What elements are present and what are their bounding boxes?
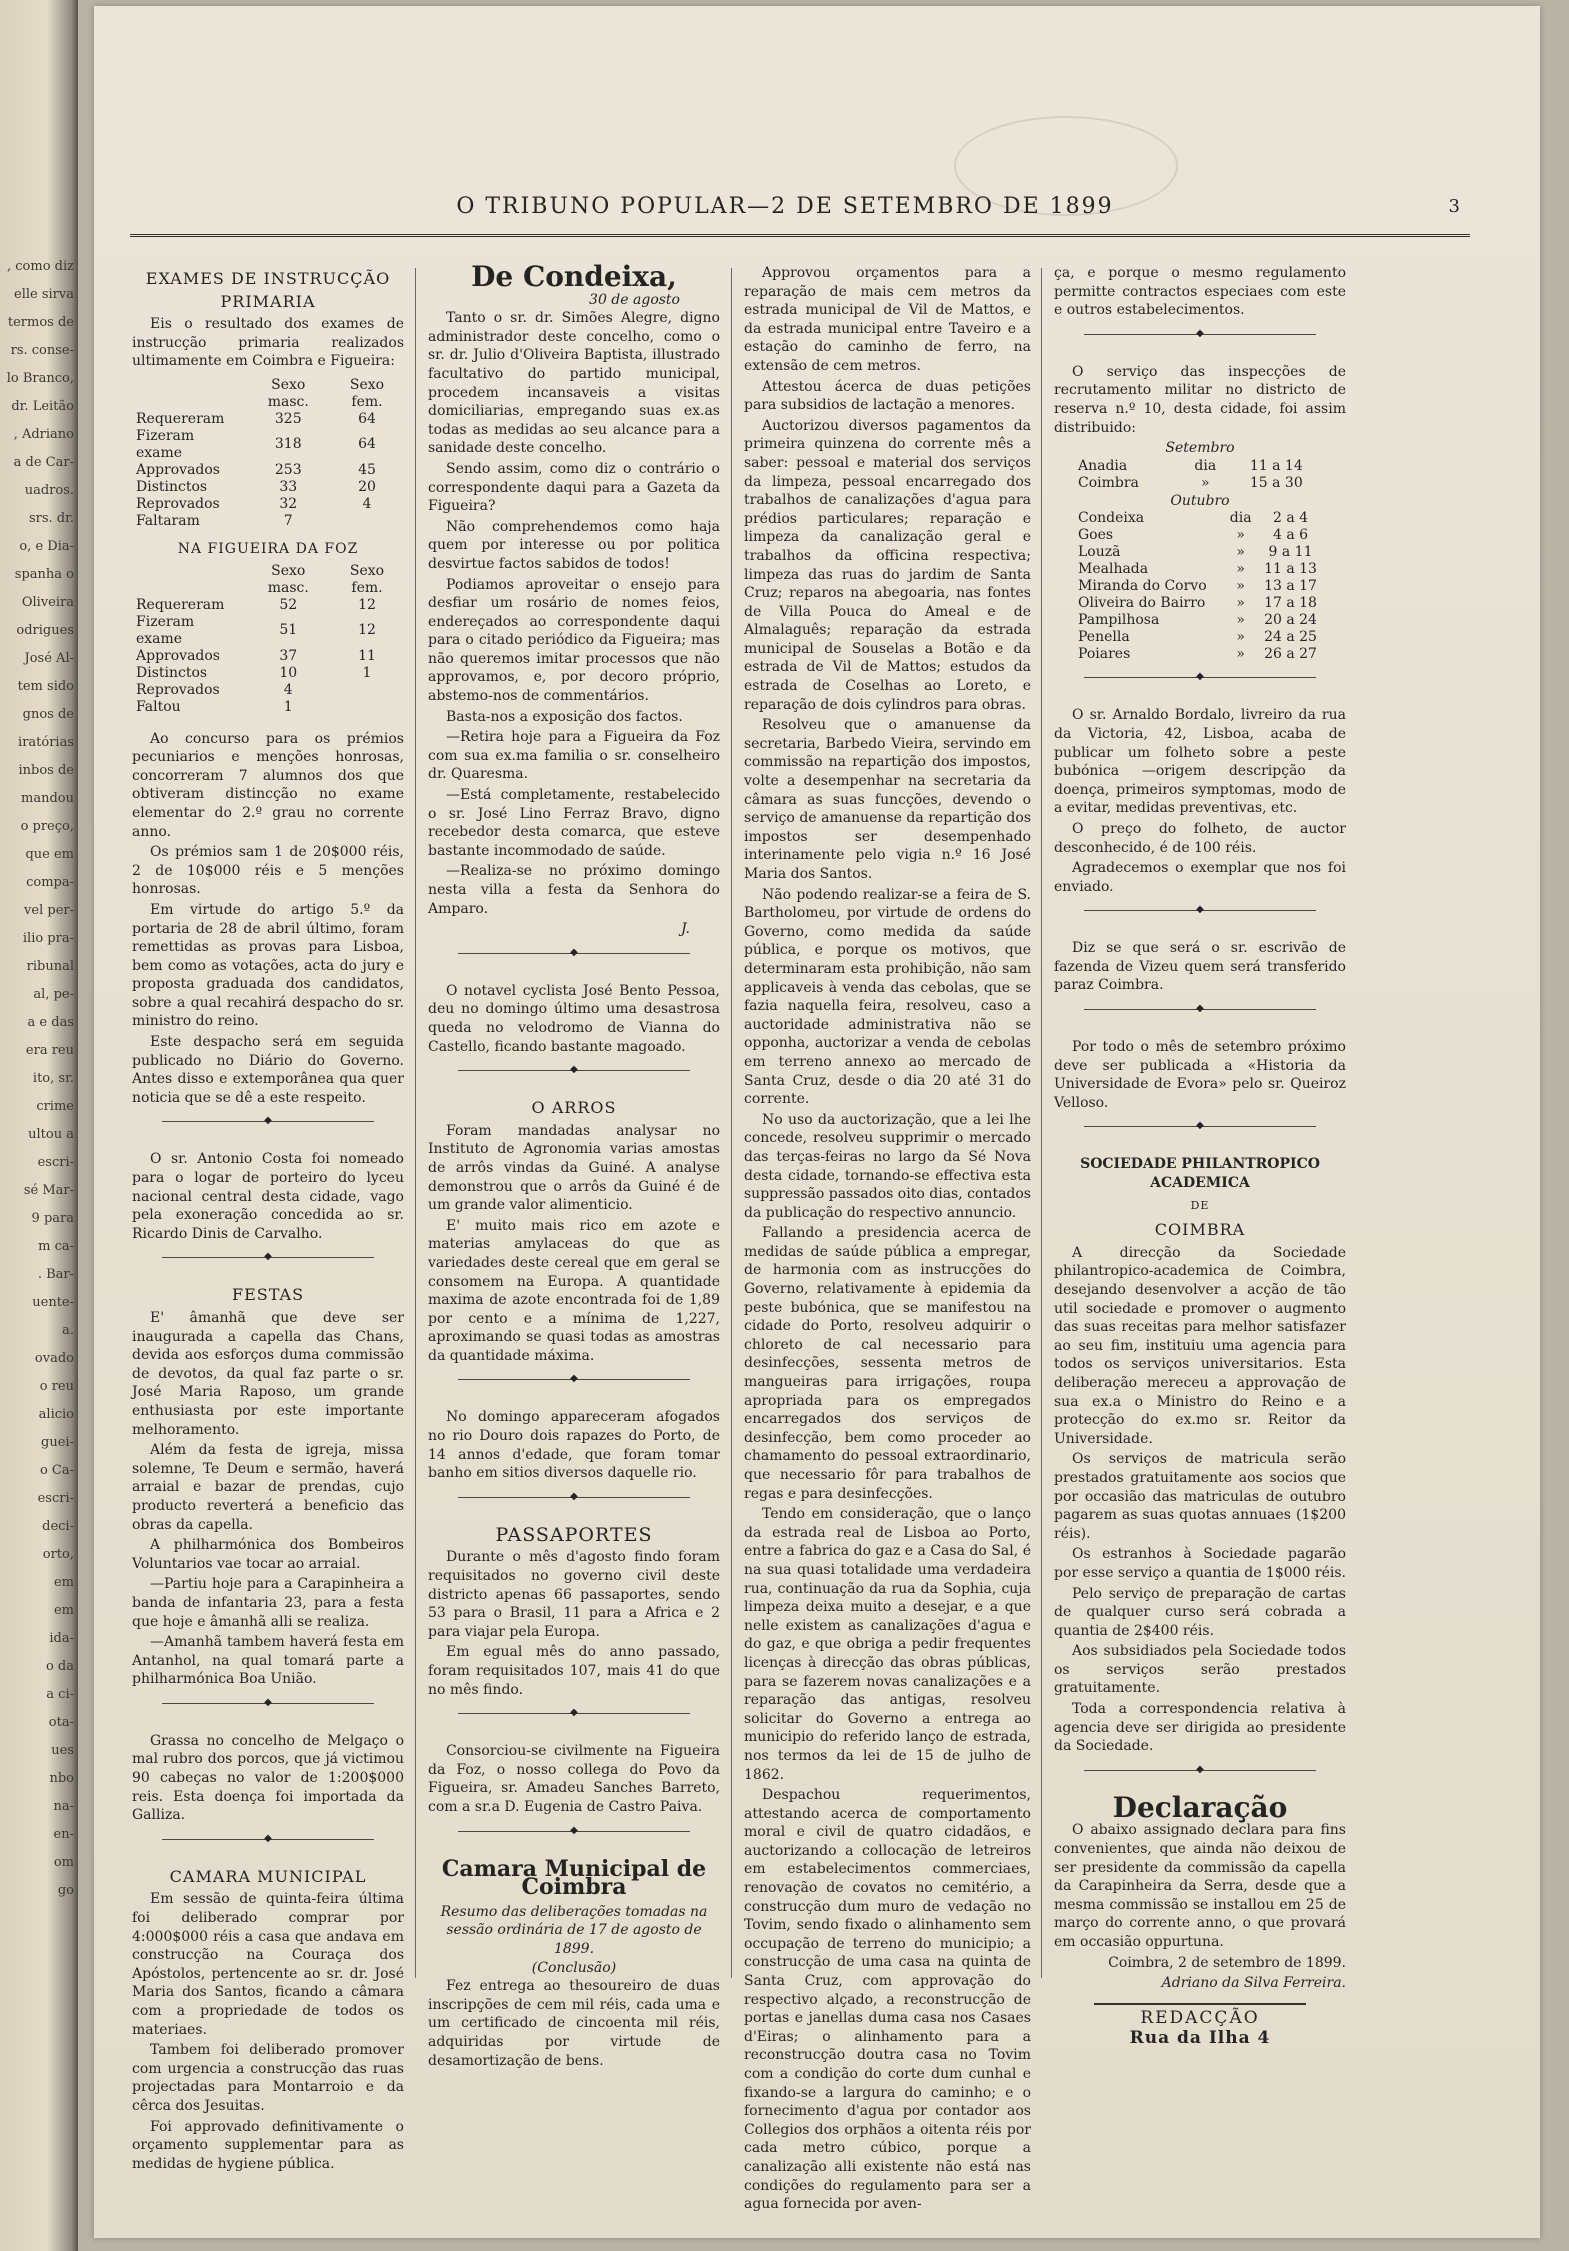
table-row [132,411,404,428]
col3-paragraph: Attestou ácerca de duas petições para subsidios de lactação a menores. [744,378,1031,414]
table-cell: » [1236,646,1245,663]
prev-page-fragment: escri- [37,1155,74,1170]
prev-page-fragment: escri- [37,1491,74,1506]
condeixa-signature: J. [681,921,690,938]
table-row [1074,561,1324,578]
sociedade-paragraph: A direcção da Sociedade philantropico-academica de Coimbra, desejando desenvolver a acção de tão util sociedade e promover o augmento das suas receitas para melhor satisfazer ao seu fim, instituiu uma agencia para todos os serviços universitarios. Esta deliberação mereceu a approvação de sua ex.a o Ministro do Reino e a protecção do ex.mo sr. Reitor da Universidade. [1054,1244,1346,1447]
exames-title: EXAMES DE INSTRUCÇÃO [145,269,391,288]
prev-page-fragment: ovado [34,1351,74,1366]
table-cell: » [1236,595,1245,612]
prev-page-fragment: odrigues [16,623,74,638]
table-cell: Approvados [136,647,220,664]
table-cell: Anadia [1078,457,1128,474]
table-cell: » [1236,578,1245,595]
prev-page-fragment: na- [53,1799,74,1814]
table-cell: 11 a 14 [1249,457,1303,474]
condeixa-paragraph: —Está completamente, restabelecido o sr. José Lino Ferraz Bravo, digno recebedor desta comarca, que esteve bastante incommodado de saúde. [428,787,720,859]
festas-paragraph: Além da festa de igreja, missa solemne, Te Deum e sermão, haverá arraial e bazar de prendas, cujo producto reverterá a beneficio das obras da capella. [132,1442,404,1533]
table-cell: 15 a 30 [1249,474,1303,491]
exames-intro: Eis o resultado dos exames de instrucção primaria realizados ultimamente em Coimbra e Figueira: [132,316,404,370]
cmc-conclusao: (Conclusão) [531,1959,617,1976]
table-cell: Pampilhosa [1078,612,1160,629]
table-cell: 325 [274,410,302,427]
col3-paragraph: Approvou orçamentos para a reparação de mais cem metros da estrada municipal de Vil de Mattos, e da estrada municipal entre Taveiro e a estação do caminho de ferro, na extensão de cem metros. [744,265,1031,374]
bordalo-paragraph: Agradecemos o exemplar que nos foi enviado. [1054,860,1346,895]
masthead-rule [130,234,1470,237]
section-divider [458,1713,690,1728]
table-cell: 11 [358,647,376,664]
table-cell: Distinctos [136,664,208,681]
passaportes-title: PASSAPORTES [495,1523,653,1546]
table-cell: Distinctos [136,478,208,495]
sociedade-paragraph: Aos subsidiados pela Sociedade todos os serviços serão prestados gratuitamente. [1054,1643,1346,1697]
table-cell: 37 [279,647,298,664]
table-cell: » [1236,629,1245,646]
festas-paragraph: —Partiu hoje para a Carapinheira a banda de infantaria 23, para a festa que hoje e âmanhã alli se realiza. [132,1576,404,1630]
table-cell: 17 a 18 [1264,595,1317,612]
prev-page-fragment: dr. Leitão [11,399,74,414]
column-3 [744,264,1031,2216]
table-row [1074,527,1324,544]
sociedade-city: COIMBRA [1154,1220,1246,1240]
table-cell: Miranda do Corvo [1078,578,1207,595]
premios-paragraph: Ao concurso para os prémios pecuniarios e menções honrosas, concorreram 7 alumnos dos que obtiveram distincção no exame elementar do 2.º grau no corrente anno. [132,730,404,840]
sociedade-paragraph: Pelo serviço de preparação de cartas de qualquer curso será cobrada a quantia de 2$400 réis. [1054,1585,1346,1639]
prev-page-fragment: a ci- [46,1687,74,1702]
table-cell: » [1200,474,1210,491]
table-cell: 33 [279,478,298,495]
table-row [132,479,404,496]
table-cell: » [1236,612,1245,629]
table-cell: 12 [358,596,376,613]
prev-page-fragment: gnos de [22,707,74,722]
foz-table [132,563,404,716]
condeixa-title: De Condeixa, [471,260,677,293]
column-rule [1041,268,1042,1978]
prev-page-fragment: uadros. [24,483,74,498]
viseu-paragraph: Diz se que será o sr. escrivão de fazenda de Vizeu quem será transferido paraz Coimbra. [1054,940,1346,994]
section-divider [458,1497,690,1512]
previous-page-edge [0,0,78,2251]
prev-page-fragment: rs. conse- [10,343,74,358]
prev-page-fragment: José Al- [24,651,74,666]
table-cell: Fizeram exame [136,613,195,647]
section-divider [162,1839,374,1854]
table-cell: Approvados [136,461,220,478]
melgaco-paragraph: Grassa no concelho de Melgaço o mal rubro dos porcos, que já victimou 90 cabeças no valor de 1:200$000 reis. Esta doença foi importada da Galliza. [132,1732,404,1824]
table-cell: 26 a 27 [1264,646,1317,663]
sociedade-paragraph: Toda a correspondencia relativa à agencia deve ser dirigida ao presidente da Sociedade. [1054,1701,1346,1755]
consorcio-paragraph: Consorciou-se civilmente na Figueira da Foz, o nosso collega do Povo da Figueira, sr. Amadeu Sanches Barreto, com a sr.a D. Eugenia de Castro Paiva. [428,1743,720,1815]
premios-paragraph: Este despacho será em seguida publicado no Diário do Governo. Antes disso e extemporânea qua quer noticia que se dê a este respeito. [132,1034,404,1106]
prev-page-fragment: , como diz [7,259,74,274]
table-cell [330,699,404,716]
condeixa-paragraph: Basta-nos a exposição dos factos. [446,708,683,725]
table-head-fem: Sexo fem. [349,562,385,596]
festas-title: FESTAS [231,1285,305,1305]
table-row [1074,595,1324,612]
table-cell: 9 a 11 [1268,544,1313,561]
table-row [132,496,404,513]
sociedade-paragraph: Os estranhos à Sociedade pagarão por esse serviço a quantia de 1$000 réis. [1054,1546,1347,1581]
table-head-fem: Sexo fem. [349,376,385,410]
col3-paragraph: Resolveu que o amanuense da secretaria, Barbedo Vieira, servindo em commissão na repartição dos impostos, volte a desempenhar na secretaria da câmara as suas funcções, devendo o serviço de amanuense da repartição dos impostos ser desempenhado interinamente pelo vigia n.º 16 José Maria dos Santos. [744,717,1031,882]
table-cell: 52 [279,596,298,613]
column-4 [1054,264,1346,2048]
afogados-paragraph: No domingo appareceram afogados no rio Douro dois rapazes do Porto, de 14 annos d'edade, que foram tomar banho em sitios diversos daquelle rio. [428,1409,720,1482]
section-divider [1084,1009,1316,1024]
column-2 [428,260,720,2072]
camara-paragraph: Foi approvado definitivamente o orçamento supplementar para as medidas de hygiene pública. [132,2118,404,2172]
condeixa-paragraph: —Retira hoje para a Figueira da Foz com sua ex.ma familia o sr. conselheiro dr. Quaresma. [428,729,720,783]
table-row [132,648,404,665]
table-row [132,513,404,530]
table-cell: Faltou [136,698,181,715]
premios-paragraph: Os prémios sam 1 de 20$000 réis, 2 de 10$000 réis e 5 menções honrosas. [132,844,404,898]
declaracao-date: Coimbra, 2 de setembro de 1899. [1108,1954,1346,1971]
column-1 [132,264,404,2175]
table-cell: Requereram [136,596,225,613]
prev-page-fragment: deci- [42,1519,74,1534]
table-cell: 10 [279,664,298,681]
table-cell: Condeixa [1078,510,1145,527]
table-cell: 253 [274,461,302,478]
table-row [1074,510,1324,527]
column-rule [731,268,732,1978]
table-cell: 20 [358,478,376,495]
prev-page-fragment: mandou [21,791,74,806]
prev-page-fragment: termos de [7,315,74,330]
col4-paragraph: ça, e porque o mesmo regulamento permitte contractos especiaes com este e outros estabelecimentos. [1054,265,1346,319]
table-row [132,614,404,648]
table-row [1074,544,1324,561]
table-cell: 32 [279,495,298,512]
prev-page-fragment: alicio [38,1407,74,1422]
condeixa-paragraph: Tanto o sr. dr. Simões Alegre, digno administrador deste concelho, como o sr. dr. Julio d'Oliveira Baptista, illustrado facultativo do partido municipal, procedem incansaveis a visitas domiciliarias, empregando suas ex.as todas as medidas ao seu alcance para a sanidade deste concelho. [428,310,720,457]
masthead-title: O TRIBUNO POPULAR—2 DE SETEMBRO DE 1899 [456,194,1114,219]
col3-paragraph: Tendo em consideração, que o lanço da estrada real de Lisboa ao Porto, entre a fabrica do gaz e a Casa do Sal, é na sua quasi totalidade uma verdadeira rua, continuação da rua da Sophia, cuja limpeza deixa muito a desejar, e a que nelle existem as canalizações d'agua e do gaz, e que obriga a pedir frequentes licenças à direcção das obras públicas, para se fazerem novas canalizações e a reparação das antigas, resolveu solicitar do Governo a entrega ao municipio do referido lanço de estrada, nos termos da lei de 15 de julho de 1862. [744,1506,1031,1783]
table-row [1074,578,1324,595]
prev-page-fragment: vel per- [24,903,74,918]
table-row [132,682,404,699]
table-cell: Faltaram [136,512,200,529]
prev-page-fragment: em [53,1575,74,1590]
setembro-label: Setembro [1165,440,1235,457]
table-cell: 11 a 13 [1264,561,1317,578]
prev-page-fragment: guei- [41,1435,74,1450]
table-cell: 45 [358,461,376,478]
prev-page-fragment: ida- [49,1631,74,1646]
setembro-table [1074,458,1324,492]
table-cell: » [1236,544,1245,561]
prev-page-fragment: crime [36,1099,74,1114]
condeixa-date: 30 de agosto [589,291,680,308]
bordalo-paragraph: O sr. Arnaldo Bordalo, livreiro da rua da Victoria, 42, Lisboa, acaba de publicar um folheto sobre a peste bubónica —origem descripção da doença, primeiros symptomas, modo de a evitar, medidas preventivas, etc. [1054,707,1346,817]
prev-page-fragment: orto, [42,1547,74,1562]
table-cell: 20 a 24 [1264,612,1317,629]
prev-page-fragment: ito, sr. [32,1071,74,1086]
sociedade-paragraph: Os serviços de matricula serão prestados gratuitamente aos socios que por occasião das matriculas de outubro pagarem as suas quotas annuaes (1$200 réis). [1054,1451,1346,1542]
table-cell: Goes [1078,527,1114,544]
prev-page-fragment: inbos de [18,763,74,778]
redaccao-address: Rua da Ilha 4 [1129,2028,1271,2049]
table-head-masc: Sexo masc. [267,562,309,596]
prev-page-fragment: ota- [48,1715,74,1730]
newspaper-page [94,6,1540,2238]
condeixa-paragraph: Não comprehendemos como haja quem por interesse ou por politica desvirtue factos sabidos de todos! [428,518,720,572]
table-cell: dia [1229,510,1252,527]
outubro-label: Outubro [1170,492,1230,509]
section-divider [1084,1126,1316,1141]
prev-page-fragment: ues [51,1743,74,1758]
cmc-paragraph: Fez entrega ao thesoureiro de duas inscripções de cem mil réis, cada uma e um certificado de cincoenta mil réis, adquiridas por virtude de desamortização de bens. [428,1978,720,2069]
section-divider [458,953,690,968]
prev-page-fragment: o, e Dia- [19,539,74,554]
table-cell: Reprovados [136,681,220,698]
costa-paragraph: O sr. Antonio Costa foi nomeado para o logar de porteiro do lyceu nacional central desta cidade, vago pela exoneração concedida ao sr. Ricardo Dinis de Carvalho. [132,1151,404,1242]
table-row [1074,612,1324,629]
prev-page-fragment: spanha o [14,567,74,582]
prev-page-fragment: o da [45,1659,74,1674]
cyclista-paragraph: O notavel cyclista José Bento Pessoa, deu no domingo último uma desastrosa queda no velodromo de Vianna do Castello, ficando bastante magoado. [428,982,720,1055]
exames-subtitle: PRIMARIA [220,291,316,311]
prev-page-fragment: que em [25,847,74,862]
prev-page-fragment: 9 para [31,1211,74,1226]
condeixa-paragraph: Podiamos aproveitar o ensejo para desfiar um rosário de nomes feios, endereçados ao correspondente daqui para o citado periódico da Figueira; mas não queremos imitar processos que não approvamos, e, por decoro próprio, abstemo-nos de commentários. [428,576,720,705]
table-cell: 24 a 25 [1264,629,1317,646]
evora-paragraph: Por todo o mês de setembro próximo deve ser publicada a «Historia da Universidade de Evora» pelo sr. Queiroz Velloso. [1054,1039,1346,1111]
cmc-title: Camara Municipal de Coimbra [441,1855,707,1901]
prev-page-fragment: Oliveira [21,595,74,610]
prev-page-fragment: o preço, [20,819,74,834]
section-divider [162,1257,374,1272]
table-cell: » [1236,561,1245,578]
recruta-paragraph: O serviço das inspecções de recrutamento militar no districto de reserva n.º 10, desta cidade, foi assim distribuido: [1054,363,1346,436]
outubro-table [1074,510,1324,663]
passaportes-paragraph: Durante o mês d'agosto findo foram requisitados no governo civil deste districto apenas 66 passaportes, sendo 53 para o Brasil, 11 para a Africa e 2 para viajar pela Europa. [428,1549,720,1640]
prev-page-fragment: nbo [49,1771,74,1786]
prev-page-fragment: a. [62,1323,74,1338]
prev-page-fragment: era reu [25,1043,74,1058]
camara-paragraph: Em sessão de quinta-feira última foi deliberado comprar por 4:000$000 réis a casa que andava em construcção na Couraça dos Apóstolos, pertencente ao sr. dr. José Maria dos Santos, ficando a câmara com a propriedade de todos os materiaes. [132,1891,404,2038]
prev-page-fragment: tem sido [17,679,74,694]
table-row [132,462,404,479]
table-cell: 4 [362,495,372,512]
cmc-subtitle: Resumo das deliberações tomadas na sessão ordinária de 17 de agosto de 1899. [440,1903,708,1957]
table-row [1074,458,1324,475]
declaracao-title: Declaração [1112,1790,1288,1824]
festas-paragraph: A philharmónica dos Bombeiros Voluntarios vae tocar ao arraial. [132,1537,404,1572]
section-divider [1084,677,1316,692]
table-cell: Mealhada [1078,561,1149,578]
col3-paragraph: Fallando a presidencia acerca de medidas de saúde pública a empregar, de harmonia com as instrucções do Governo, relativamente à epidemia da peste bubónica, que se manifestou na cidade do Porto, resolveu adquirir o chloreto de cal necessario para desinfecções, sessenta metros de mangueiras para irrigações, roupa apropriada para os empregados encarregados dos serviços de desinfecção, bem como proceder ao chamamento do pessoal extraordinario, que necessario fôr para trabalhos de regas e para desinfecções. [744,1225,1031,1502]
section-divider [162,1121,374,1136]
table-cell: 7 [283,512,293,529]
prev-page-fragment: en- [53,1827,74,1842]
condeixa-paragraph: —Realiza-se no próximo domingo nesta villa a festa da Senhora do Amparo. [428,863,720,917]
prev-page-fragment: iratórias [18,735,74,750]
table-cell: Oliveira do Bairro [1078,595,1206,612]
coimbra-table [132,377,404,530]
section-divider [1084,1770,1316,1785]
festas-paragraph: —Amanhã tambem haverá festa em Antanhol, na qual tomará parte a philharmónica Boa União. [132,1634,404,1688]
table-cell: Requereram [136,410,225,427]
prev-page-fragment: compa- [26,875,74,890]
table-row [1074,629,1324,646]
section-divider [458,1831,690,1846]
prev-page-fragment: o Ca- [39,1463,74,1478]
section-divider [1084,334,1316,349]
festas-paragraph: E' âmanhã que deve ser inaugurada a capella das Chans, devida aos esforços duma commissão de devotos, da qual faz parte o sr. José Maria Raposo, um grande enthusiasta por este importante melhoramento. [132,1310,404,1438]
arros-title: O ARROS [531,1098,617,1118]
page-number: 3 [1448,196,1460,217]
sociedade-title: SOCIEDADE PHILANTROPICO ACADEMICA [1080,1156,1320,1192]
table-cell: 64 [358,436,376,453]
prev-page-fragment: a e das [27,1015,74,1030]
table-cell: 4 [283,681,293,698]
col3-paragraph: Não podendo realizar-se a feira de S. Bartholomeu, por virtude de ordens do Governo, como medida da saúde pública, e porque os motivos, que determinaram esta prohibição, não sam applicaveis à venda das cebolas, que se fazia naquella feira, resolveu, caso a auctoridade administrativa não se opponha, auctorizar a venda de cebolas em terreno annexo ao mercado de Santa Cruz, desde o dia 20 até 31 do corrente. [744,886,1031,1108]
prev-page-fragment: , Adriano [13,427,74,442]
table-cell: 12 [358,622,376,639]
prev-page-fragment: m ca- [38,1239,74,1254]
passaportes-paragraph: Em egual mês do anno passado, foram requisitados 107, mais 41 do que no mês findo. [428,1644,720,1698]
camara-title: CAMARA MUNICIPAL [169,1866,367,1886]
col3-paragraph: Despachou requerimentos, attestando acerca de comportamento moral e civil de quatro cidadãos, e auctorizando a collocação de letreiros em estabelecimentos commerciaes, renovação de covatos no cemitério, a construcção dum muro de vedação no Tovim, sendo fixado o alinhamento sem occupação de terreno do municipio; a construcção de uma casa na quinta de Santa Cruz, com approvação do respectivo alçado, a reconstrucção de portas e janellas duma casa nos Casaes d'Eiras; o alinhamento para a reconstrucção doutra casa no Tovim com a condição do corte dum cunhal e fixando-se a largura do caminho; e o fornecimento d'agua por contador aos Collegios dos orphãos a oitenta réis por cada metro cúbico, porque a canalização alli existente não está nas condições do regulamento para ser a agua fornecida por aven- [744,1787,1031,2213]
prev-page-fragment: uente- [32,1295,74,1310]
table-cell: 1 [283,698,293,715]
table-cell: Coimbra [1078,474,1139,491]
table-cell: 64 [358,410,376,427]
arros-paragraph: Foram mandadas analysar no Instituto de Agronomia varias amostas de arrôs vindas da Guiné. A analyse demonstrou que o arrôs da Guiné é de um grande valor alimenticio. [428,1122,720,1214]
declaracao-signature: Adriano da Silva Ferreira. [1161,1975,1346,1992]
table-cell: 1 [362,664,372,681]
foz-title: NA FIGUEIRA DA FOZ [177,540,359,557]
prev-page-fragment: srs. dr. [28,511,74,526]
prev-page-fragment: ribunal [26,959,74,974]
arros-paragraph: E' muito mais rico em azote e materias amylaceas do que as variedades deste cereal que em geral se consomem na Europa. A quantidade maxima de azote encontrada foi de 1,89 por cento e a mínima de 1,227, aproximando se quasi todas as amostras da quantidade máxima. [428,1217,720,1364]
table-cell: 318 [274,436,302,453]
prev-page-fragment: go [57,1883,74,1898]
column-rule [415,268,416,1978]
table-cell: 4 a 6 [1272,527,1309,544]
table-row [132,699,404,716]
prev-page-fragment: em [53,1603,74,1618]
prev-page-fragment: ilio pra- [22,931,74,946]
table-cell: » [1236,527,1245,544]
table-row [132,428,404,462]
table-cell [330,513,404,530]
table-cell: Penella [1078,629,1130,646]
prev-page-fragment: elle sirva [14,287,74,302]
prev-page-fragment: lo Branco, [6,371,74,386]
table-cell [330,682,404,699]
prev-page-fragment: om [53,1855,74,1870]
section-divider [458,1070,690,1085]
table-row [132,665,404,682]
redaccao-title: REDACÇÃO [1140,2007,1260,2028]
section-divider [162,1703,374,1718]
table-cell: 13 a 17 [1264,578,1317,595]
table-cell: Reprovados [136,495,220,512]
table-head-masc: Sexo masc. [267,376,309,410]
col3-paragraph: No uso da auctorização, que a lei lhe concede, resolveu supprimir o mercado das terças-feiras no largo da Sé Nova desta cidade, tornando-se effectiva esta suppressão passados oito dias, contados da publicação do respectivo annuncio. [744,1111,1031,1221]
table-row [132,597,404,614]
col3-paragraph: Auctorizou diversos pagamentos da primeira quinzena do corrente mês a saber: pessoal e material dos serviços da limpeza, pessoal encarregado dos trabalhos de canalizações d'agua para prédios particulares; reparação e limpeza da canalização geral e trabalhos da officina respectiva; limpeza das ruas do jardim de Santa Cruz; reparos na abegoaria, nas fontes de Villa Pouca do Ameal e de Almalaguês; reparação da estrada municipal de Souselas a Botão e da estrada de Vil de Mattos; estudos da estrada de Coselhas ao Loreto, e reparação de dois cylindros para obras. [744,417,1031,713]
prev-page-fragment: . Bar- [37,1267,74,1282]
prev-page-fragment: o reu [39,1379,74,1394]
section-divider [1084,910,1316,925]
prev-page-fragment: ultou a [28,1127,74,1142]
camara-paragraph: Tambem foi deliberado promover com urgencia a construcção das ruas projectadas para Montarroio e da cêrca dos Jesuitas. [132,2042,404,2114]
table-row [1074,646,1324,663]
table-cell: dia [1194,457,1217,474]
prev-page-fragment: a de Car- [13,455,74,470]
declaracao-paragraph: O abaixo assignado declara para fins convenientes, que ainda não deixou de ser presidente da commissão da capella da Carapinheira da Serra, desde que a mesma commissão se installou em 25 de março do corrente anno, o que provará em occasião oppurtuna. [1054,1822,1346,1950]
premios-paragraph: Em virtude do artigo 5.º da portaria de 28 de abril último, foram remettidas as provas para Lisboa, bem como as votações, acta do jury e proposta graduada dos candidatos, sobre a qual recahirá despacho do sr. ministro do reino. [132,901,404,1030]
prev-page-fragment: al, pe- [33,987,74,1002]
table-cell: Poiares [1078,646,1131,663]
table-cell: 2 a 4 [1272,510,1309,527]
table-cell: Louzã [1078,544,1121,561]
prev-page-fragment: sé Mar- [23,1183,74,1198]
sociedade-de: DE [1190,1198,1210,1212]
condeixa-paragraph: Sendo assim, como diz o contrário o correspondente daqui para a Gazeta da Figueira? [428,460,720,515]
bordalo-paragraph: O preço do folheto, de auctor desconhecido, é de 100 réis. [1054,820,1346,856]
table-cell: Fizeram exame [136,427,195,461]
section-divider [458,1379,690,1394]
table-row [1074,475,1324,492]
table-cell: 51 [279,622,298,639]
